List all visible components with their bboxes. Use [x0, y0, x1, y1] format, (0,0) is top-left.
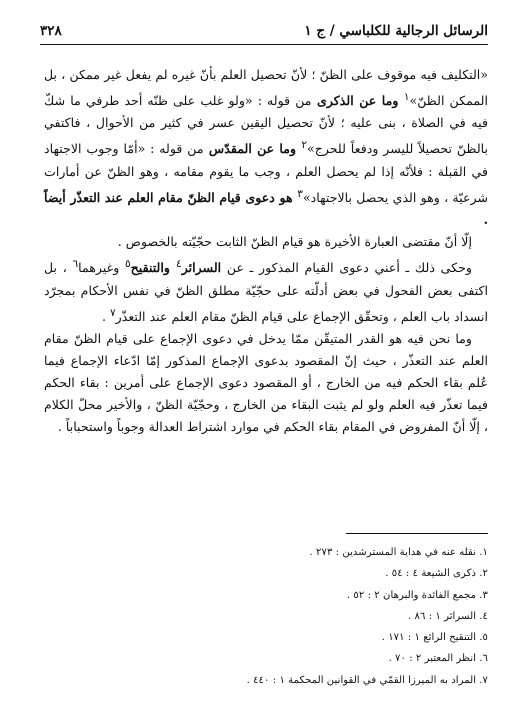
paragraph-3 — [44, 253, 488, 328]
quote-text: «التكليف فيه موقوف على الظنّ ؛ لأنّ تحصيل العلم بأنّ غيره لم يفعل غير ممكن ، بل الممكن الظنّ» — [44, 67, 488, 109]
footnote-ref-3: ٣ — [297, 187, 303, 200]
footnote-2: ٢. ذكرى الشيعة ٤ : ٥٤ . — [385, 568, 488, 580]
source-title-muqaddas: وما عن المقدّس — [203, 141, 302, 157]
footnote-5: ٥. التنقيح الرائع ١ : ١٧١ . — [381, 632, 488, 644]
footnote-rule — [346, 533, 488, 534]
quote-text: من قوله : «أمّا وجوب الاجتهاد في القبلة : فلأنّه إذا لم يحصل العلم ، وجب ما يقوم مقامه ، وهو الظنّ عن أمارات شرعيّة ، وهو الذي يحصل بالاجتهاد» — [44, 141, 488, 206]
paragraph-1 — [44, 64, 488, 231]
quote-text: من قوله : «ولو غلب على ظنّه أحد طرفي ما شكّ فيه في الصلاة ، بنى عليه ؛ لأنّ تحصيل اليقين عسر في كثير من الأحوال ، فاكتفي بالظنّ تحصيلاً لليسر ودفعاً للحرج» — [44, 93, 488, 157]
footnote-ref-6: ٦ — [72, 258, 79, 271]
source-title-dhikra: وما عن الذكرى — [311, 93, 404, 109]
running-title: الرسائل الرجالية للكلباسي / ج ١ — [304, 23, 488, 39]
body-text-run: . — [102, 308, 111, 324]
footnote-7: ٧. المراد به الميرزا القمّي في القوانين المحكمة ١ : ٤٤٠ . — [246, 674, 488, 686]
footnote-ref-5: ٥ — [125, 258, 131, 271]
page-number: ٣٢٨ — [40, 23, 62, 39]
body-text-run: وحكى ذلك ـ أعني دعوى القيام المذكور ـ عن — [221, 260, 472, 276]
footnote-ref-7: ٧ — [110, 306, 116, 319]
emphasis-text: هو دعوى قيام الظنّ مقام العلم عند التعذّر أيضاً . — [44, 190, 488, 228]
source-title-sarair: السرائر — [181, 260, 222, 276]
body-text-run: ، بل اكتفى بعض الفحول في بعض أدلّته على حجّيّة مطلق الظنّ في نفس الأحكام بمجرّد انسداد باب العلم ، وتحقّق الإجماع على قيام الظنّ مقام العلم عند التعذّر — [44, 260, 488, 324]
main-text — [44, 64, 488, 438]
source-title-tanqih: والتنقيح — [130, 260, 177, 276]
footnotes — [40, 542, 488, 691]
footnote-6: ٦. انظر المعتبر ٢ : ٧٠ . — [388, 653, 488, 665]
body-text-run: وغيرهما — [78, 260, 126, 276]
footnote-1: ١. نقله عنه في هداية المسترشدين : ٢٧٣ . — [309, 547, 488, 558]
paragraph-2: إلّا أنّ مقتضى العبارة الأخيرة هو قيام الظنّ الثابت حجّيّته بالخصوص . — [117, 234, 472, 250]
footnote-4: ٤. السرائر ١ : ٨٦ . — [408, 610, 488, 622]
header-rule — [40, 44, 488, 45]
page-header — [40, 20, 488, 42]
paragraph-4: وما نحن فيه هو القدر المتيقّن ممّا يدخل في دعوى الإجماع على قيام الظنّ مقام العلم عند التعذّر ، حيث إنّ المقصود بدعوى الإجماع المذكور إمّا ادّعاء الإجماع فيما عُلم بقاء الحكم فيه من الخارج ، أو المقصود دعوى الإجماع على أمرين : بقاء الحكم فيما تعذّر فيه العلم ولو لم يثبت البقاء من الخارج ، وحجّيّة الظنّ ، والأخير محلّ الكلام ، إلّا أنّ المفروض في المقام بقاء الحكم في موارد اشتراط العدالة وجوباً واستحباباً . — [44, 330, 488, 435]
footnote-ref-4: ٤ — [176, 258, 182, 271]
footnote-ref-1: ١ — [403, 91, 410, 104]
footnote-ref-2: ٢ — [301, 139, 307, 152]
footnote-3: ٣. مجمع الفائدة والبرهان ٢ : ٥٢ . — [346, 589, 488, 601]
